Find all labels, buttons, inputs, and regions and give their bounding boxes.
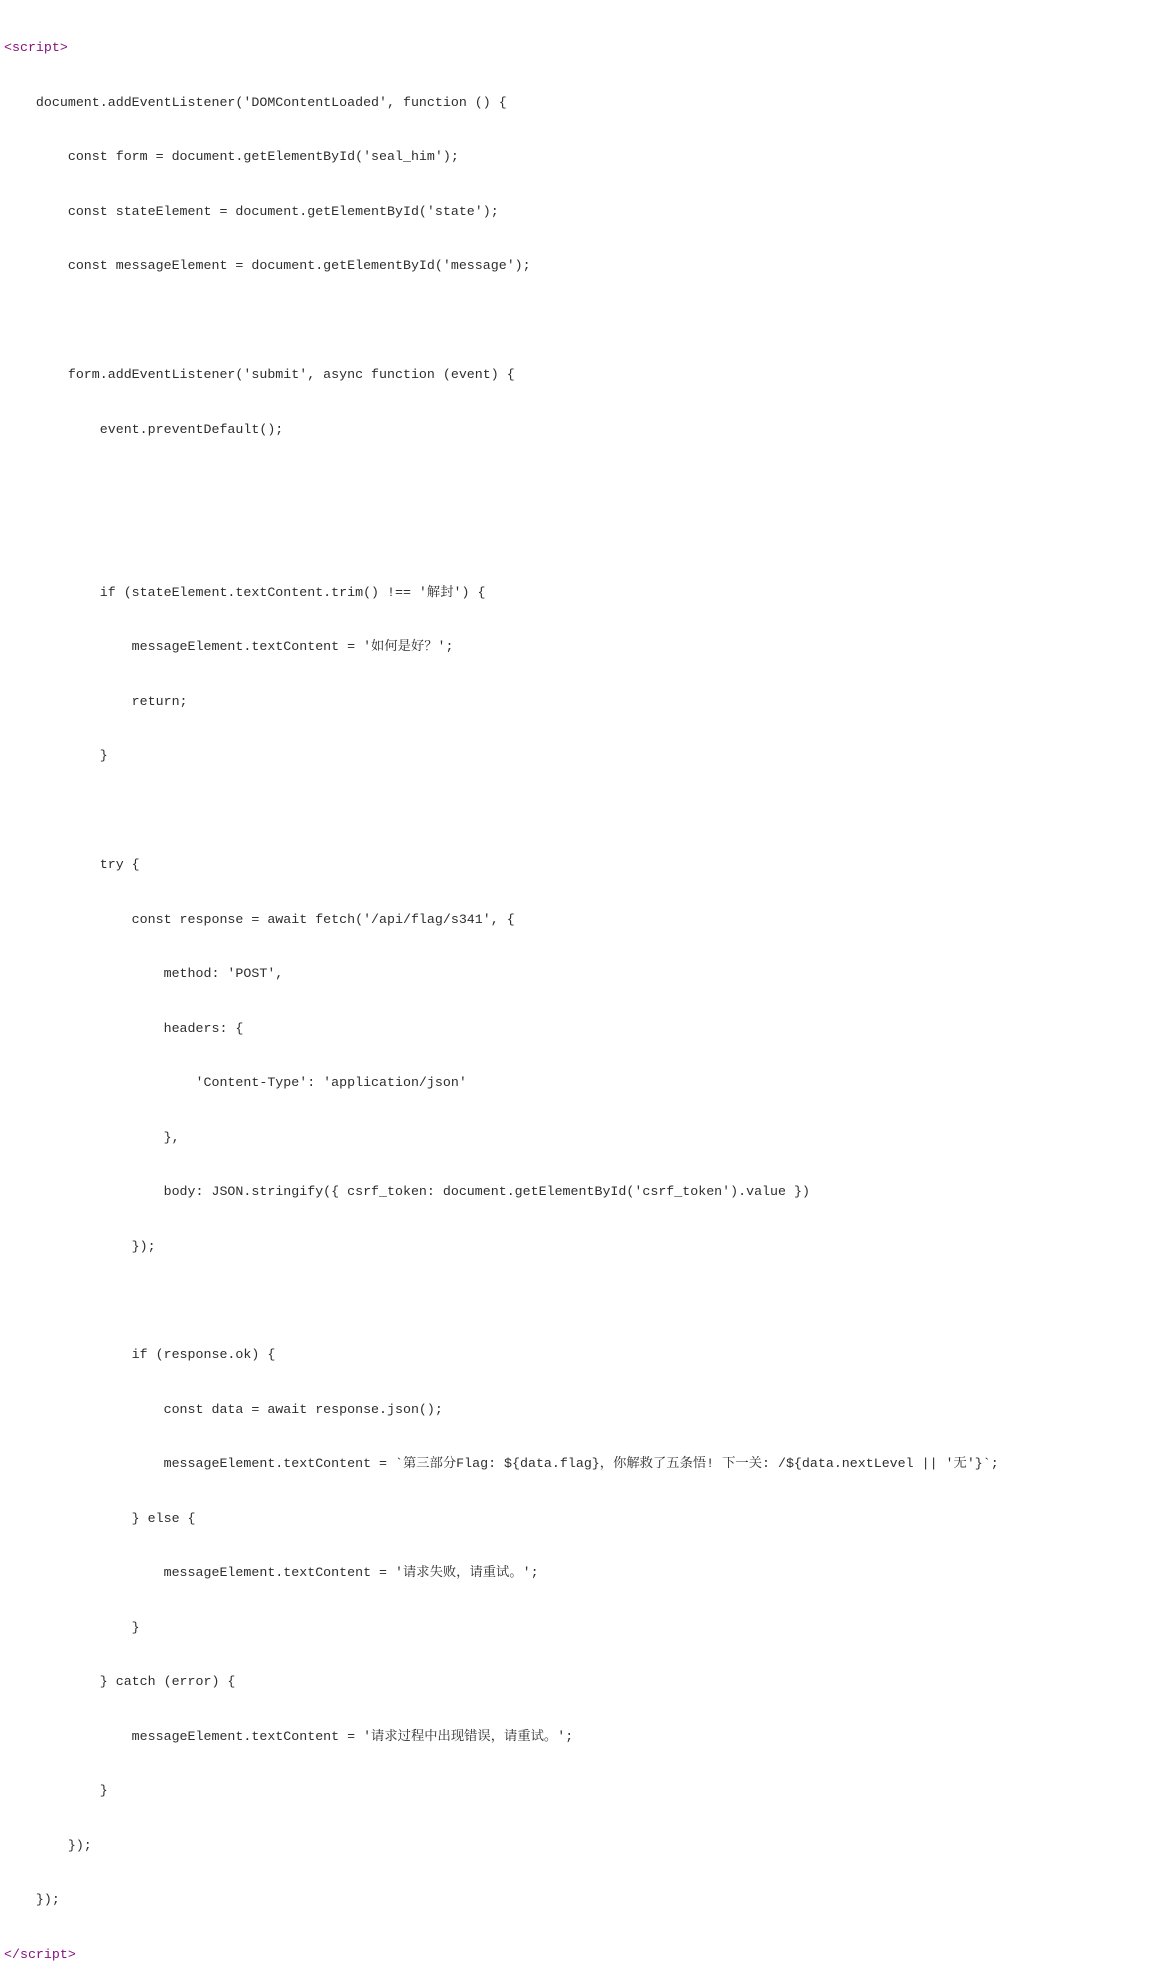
code-line: }); (4, 1892, 60, 1908)
code-line: body: JSON.stringify({ csrf_token: document.getElementById('csrf_token').value }) (4, 1184, 810, 1200)
code-line: headers: { (4, 1020, 244, 1036)
code-line: form.addEventListener('submit', async function (event) { (4, 367, 515, 383)
code-line: } else { (4, 1510, 196, 1526)
code-line: } (4, 1783, 108, 1799)
code-line-blank (4, 530, 1171, 548)
code-line: messageElement.textContent = `第三部分Flag: ${data.flag}，你解救了五条悟! 下一关: /${data.nextLevel || '无'}`; (4, 1456, 999, 1472)
code-line: messageElement.textContent = '请求失败，请重试。'; (4, 1565, 539, 1581)
code-line: const stateElement = document.getElementById('state'); (4, 203, 499, 219)
code-line-blank (4, 1292, 1171, 1310)
code-line: const messageElement = document.getElementById('message'); (4, 258, 531, 274)
code-line: }); (4, 1837, 92, 1853)
code-line: if (stateElement.textContent.trim() !== '解封') { (4, 584, 486, 600)
code-line-blank (4, 475, 1171, 493)
code-line: document.addEventListener('DOMContentLoaded', function () { (4, 94, 507, 110)
code-line: }); (4, 1238, 156, 1254)
code-line: 'Content-Type': 'application/json' (4, 1075, 467, 1091)
code-line: const data = await response.json(); (4, 1401, 443, 1417)
code-line-blank (4, 312, 1171, 330)
code-line: const form = document.getElementById('seal_him'); (4, 149, 459, 165)
code-line: method: 'POST', (4, 966, 284, 982)
code-line: if (response.ok) { (4, 1347, 276, 1363)
code-line: messageElement.textContent = '如何是好？'; (4, 639, 454, 655)
code-line: return; (4, 693, 188, 709)
code-line: event.preventDefault(); (4, 421, 284, 437)
code-line: try { (4, 857, 140, 873)
script-open-tag: <script> (4, 40, 68, 56)
code-line: }, (4, 1129, 180, 1145)
code-line: } catch (error) { (4, 1674, 236, 1690)
code-line: } (4, 748, 108, 764)
code-line: messageElement.textContent = '请求过程中出现错误，请重试。'; (4, 1728, 574, 1744)
code-line: const response = await fetch('/api/flag/s341', { (4, 911, 515, 927)
script-close-tag: </script> (4, 1946, 76, 1962)
code-line: } (4, 1619, 140, 1635)
code-line-blank (4, 802, 1171, 820)
